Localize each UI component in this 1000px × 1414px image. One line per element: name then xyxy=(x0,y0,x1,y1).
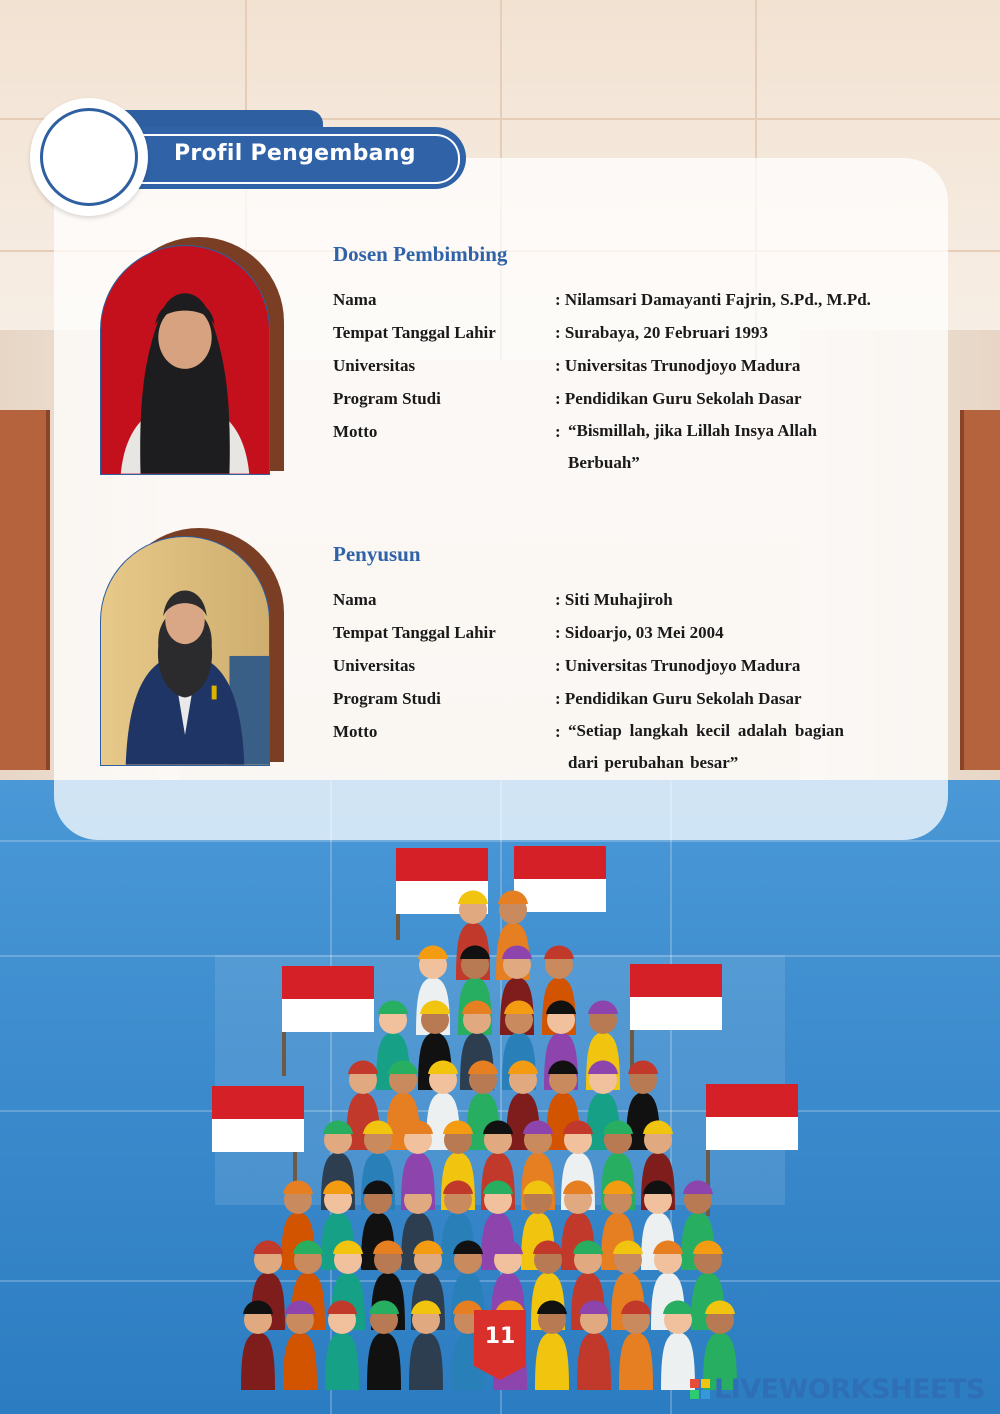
field-label: Tempat Tanggal Lahir xyxy=(333,623,496,642)
left-door xyxy=(0,410,50,770)
field-colon: : xyxy=(555,722,561,741)
field-value: : Nilamsari Damayanti Fajrin, S.Pd., M.Pd. xyxy=(555,290,871,309)
page-number-badge xyxy=(474,1310,526,1380)
field-value: : Universitas Trunodjoyo Madura xyxy=(555,356,801,375)
field-value: : Pendidikan Guru Sekolah Dasar xyxy=(555,389,802,408)
liveworksheets-logo-icon xyxy=(690,1379,710,1399)
field-label: Nama xyxy=(333,290,377,309)
field-label: Program Studi xyxy=(333,389,441,408)
child-figure xyxy=(241,1301,275,1391)
field-label: Program Studi xyxy=(333,689,441,708)
field-value: : Surabaya, 20 Februari 1993 xyxy=(555,323,768,342)
field-label: Nama xyxy=(333,590,377,609)
child-figure xyxy=(325,1301,359,1391)
child-figure xyxy=(577,1301,611,1391)
supervisor-photo-frame xyxy=(100,237,290,477)
field-label: Universitas xyxy=(333,356,416,375)
child-figure xyxy=(619,1301,653,1391)
field-value: : Siti Muhajiroh xyxy=(555,590,673,609)
supervisor-photo xyxy=(100,245,270,475)
child-figure xyxy=(367,1301,401,1391)
field-label: Motto xyxy=(333,722,378,741)
field-value: “Setiap langkah kecil adalah bagian dari perubahan besar” xyxy=(568,721,844,772)
page-number: 11 xyxy=(484,1324,516,1349)
field-value: : Universitas Trunodjoyo Madura xyxy=(555,656,801,675)
author-section-title: Penyusun xyxy=(333,542,421,566)
field-label: Motto xyxy=(333,422,378,441)
child-figure xyxy=(535,1301,569,1391)
person-illustration xyxy=(101,246,269,474)
child-figure xyxy=(283,1301,317,1391)
field-label: Tempat Tanggal Lahir xyxy=(333,323,496,342)
author-photo xyxy=(100,536,270,766)
header-circle-ring xyxy=(40,108,138,206)
child-figure xyxy=(409,1301,443,1391)
person-illustration xyxy=(101,537,269,765)
liveworksheets-watermark xyxy=(690,1372,985,1406)
field-label: Universitas xyxy=(333,656,416,675)
header-circle xyxy=(30,98,148,216)
right-door xyxy=(960,410,1000,770)
watermark-text: LIVEWORKSHEETS xyxy=(714,1373,985,1405)
title-banner xyxy=(122,127,466,189)
page-title: Profil Pengembang xyxy=(174,141,416,166)
field-value: : Pendidikan Guru Sekolah Dasar xyxy=(555,689,802,708)
field-value: : Sidoarjo, 03 Mei 2004 xyxy=(555,623,724,642)
supervisor-section-title: Dosen Pembimbing xyxy=(333,242,508,266)
field-value: “Bismillah, jika Lillah Insya Allah Berbuah” xyxy=(568,421,817,472)
author-photo-frame xyxy=(100,528,290,768)
field-colon: : xyxy=(555,422,561,441)
